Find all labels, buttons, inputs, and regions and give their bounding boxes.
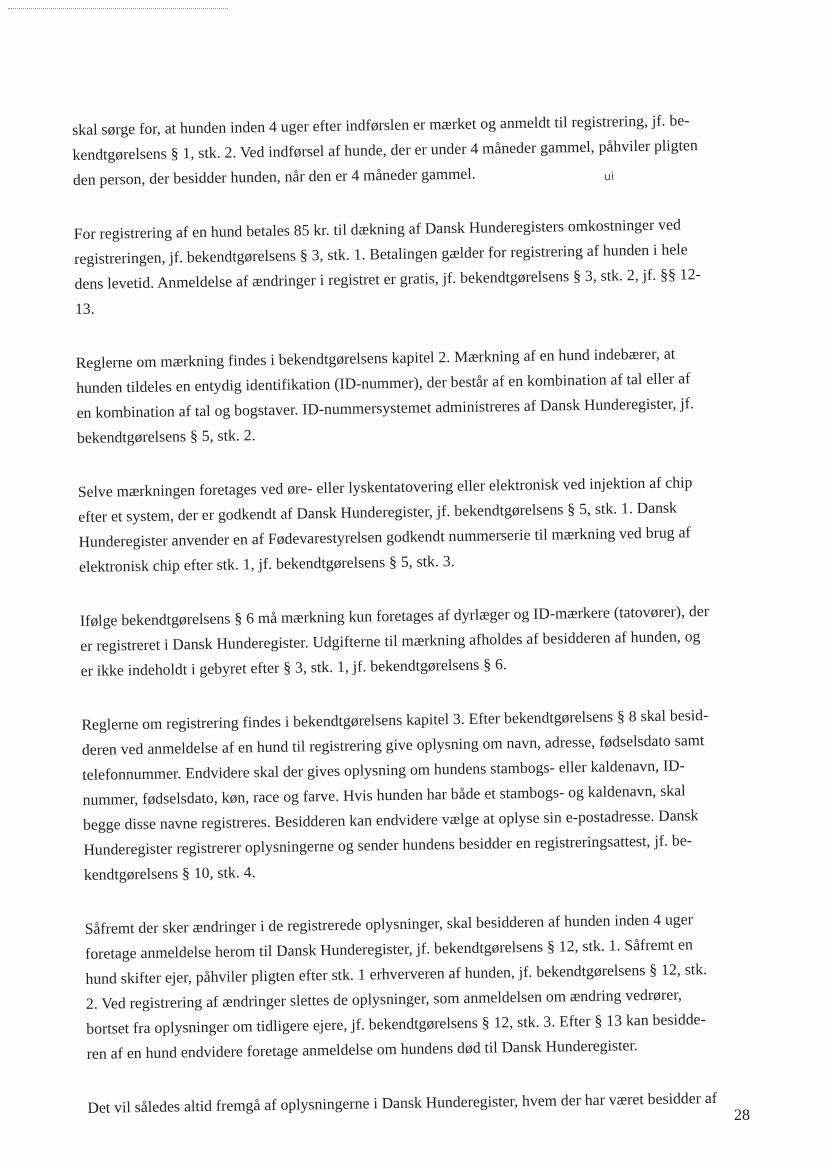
text-line: Reglerne om mærkning findes i bekendtgørelsens kapitel 2. Mærkning af en hund indebærer, at [75,345,676,372]
text-line: Det vil således altid fremgå af oplysningerne i Dansk Hunderegister, hvem der har været besidder af [87,1089,718,1117]
text-line: bortset fra oplysninger om tidligere ejere, jf. bekendtgørelsens § 12, stk. 3. Efter § 13 kan besidde- [86,1011,706,1038]
text-line: efter et system, der er godkendt af Dansk Hunderegister, jf. bekendtgørelsens § 5, stk. 1. Dansk [78,499,678,526]
paragraph-6 [81,702,764,888]
text-line: skal sørge for, at hunden inden 4 uger efter indførslen er mærket og anmeldt til registrering, jf. be- [72,112,690,139]
text-line: deren ved anmeldelse af en hund til registrering give oplysning om navn, adresse, fødselsdato samt [81,732,705,759]
text-line: Såfremt der sker ændringer i de registrerede oplysninger, skal besidderen af hunden inden 4 uger [84,911,694,938]
text-line: kendtgørelsens § 1, stk. 2. Ved indførsel af hunde, der er under 4 måneder gammel, påhviler pligten [72,137,698,164]
page-number: 28 [734,1107,750,1124]
paragraph-8 [87,1085,767,1121]
scan-edge-line [8,8,228,9]
text-line: den person, der besidder hunden, når den er 4 måneder gammel. [72,165,476,189]
text-line: bekendtgørelsens § 5, stk. 2. [76,427,256,447]
text-line: Selve mærkningen foretages ved øre- eller lyskentatovering eller elektronisk ved injektion af chip [77,474,693,501]
text-line: nummer, fødselsdato, køn, race og farve. Hvis hunden har både et stambogs- og kaldenavn, skal [82,782,686,809]
text-line: Hunderegister registrerer oplysningerne og sender hundens besidder en registreringsattest, jf. be- [83,832,693,859]
text-line: hund skifter ejer, påhviler pligten efter stk. 1 erhververen af hunden, jf. bekendtgørelsens § 12, stk. [85,961,708,988]
text-line: Ifølge bekendtgørelsens § 6 må mærkning kun foretages af dyrlæger og ID-mærkere (tatovører), der [79,603,710,630]
text-line: en kombination af tal og bogstaver. ID-nummersystemet administreres af Dansk Hunderegister, jf. [76,395,695,422]
text-line: 2. Ved registrering af ændringer slettes de oplysninger, som anmeldelsen om ændring vedrører, [85,986,682,1013]
text-line: dens levetid. Anmeldelse af ændringer i registret er gratis, jf. bekendtgørelsens § 3, stk. 2, jf. §§ 12- [74,266,701,293]
text-line: Reglerne om registrering findes i bekendtgørelsens kapitel 3. Efter bekendtgørelsens § 8 skal besid- [81,707,709,734]
paragraph-5 [80,598,761,684]
text-line: 13. [74,300,95,318]
paragraph-1 [72,107,753,193]
paragraph-7 [85,906,767,1067]
document-body [72,107,768,1121]
text-line: telefonnummer. Endvidere skal der gives oplysning om hundens stambogs- eller kaldenavn, ID- [82,757,685,784]
text-line: er registreret i Dansk Hunderegister. Udgifterne til mærkning afholdes af besidderen af hunden, og [80,628,701,655]
paragraph-3 [76,340,757,451]
handwritten-margin-note: ui [603,169,615,184]
text-line: foretage anmeldelse herom til Dansk Hunderegister, jf. bekendtgørelsens § 12, stk. 1. Såfremt en [85,936,694,963]
text-line: registreringen, jf. bekendtgørelsens § 3, stk. 1. Betalingen gælder for registrering af hunden i hele [74,241,688,268]
text-line: er ikke indeholdt i gebyret efter § 3, stk. 1, jf. bekendtgørelsens § 6. [80,656,508,680]
text-line: hunden tildeles en entydig identifikation (ID-nummer), der består af en kombination af tal eller af [76,370,691,397]
paragraph-2 [74,211,755,322]
text-line: elektronisk chip efter stk. 1, jf. bekendtgørelsens § 5, stk. 3. [78,553,455,576]
text-line: begge disse navne registreres. Besidderen kan endvidere vælge at oplyse sin e-postadresse. Dansk [82,807,699,834]
text-line: For registrering af en hund betales 85 kr. til dækning af Dansk Hunderegisters omkostninger ved [73,216,682,243]
text-line: Hunderegister anvender en af Fødevarestyrelsen godkendt nummerserie til mærkning ved brug af [78,524,691,551]
paragraph-4 [78,469,759,580]
text-line: kendtgørelsens § 10, stk. 4. [83,864,256,884]
text-line: ren af en hund endvidere foretage anmeldelse om hundens død til Dansk Hunderegister. [86,1037,638,1063]
